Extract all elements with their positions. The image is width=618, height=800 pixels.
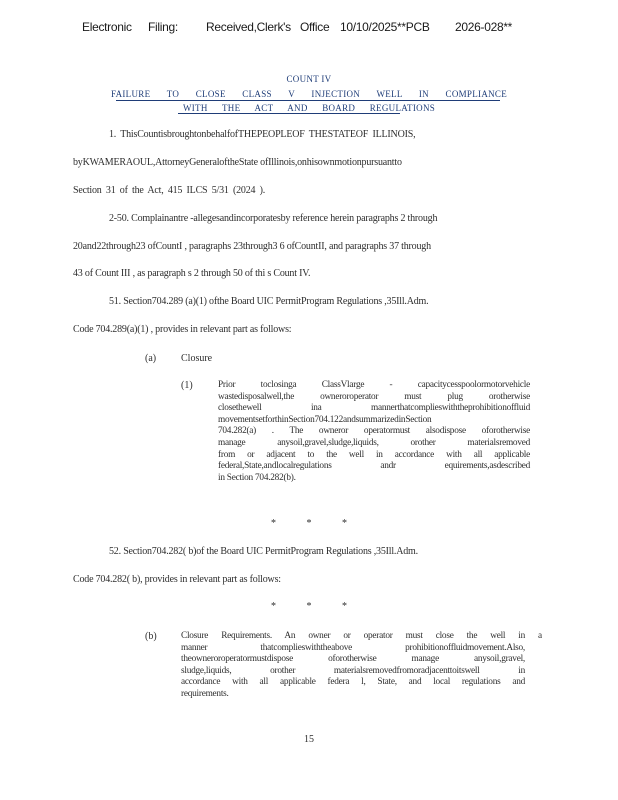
paragraph-2-line-2: 20and22through23 ofCountI , paragraphs 23through3 6 ofCountII, and paragraphs 37 through [73,241,431,252]
quote-2-line: accordance with all applicable federa l, State, and local regulations and [181,677,525,688]
ellipsis-stars-1: * * * [271,518,347,529]
title-underline [116,100,500,101]
header-received: Received,Clerk's [206,20,291,34]
quote-1-line: in Section 704.282(b). [218,472,296,483]
quote-1-line: from or adjacent to the well in accordance with all applicable [218,449,530,460]
quote-2-line: manner thatcomplieswiththeabove prohibitionoffluidmovement.Also, [181,642,525,653]
quote-2-line: Closure Requirements. An owner or operator must close the well in [181,631,525,641]
quote-label-b: (b) [145,631,157,642]
quote-1-text [218,380,530,484]
quote-2-line: sludge,liquids, orother materialsremovedfromoradjacenttoitswell in [181,665,525,676]
quote-1-line: 704.282(a) . The owneror operatormust alsodispose oforotherwise [218,426,530,437]
quote-1-line: Prior toclosinga ClassVlarge - capacitycesspoolormotorvehicle [218,380,530,390]
quote-2-line: requirements. [181,688,229,699]
paragraph-2-line-1: 2-50. Complainantre -allegesandincorporatesby reference herein paragraphs 2 through [109,213,438,224]
paragraph-1-line-3: Section 31 of the Act, 415 ILCS 5/31 (2024 ). [73,185,266,196]
quote-1-line: federal,State,andlocalregulations andr equirements,asdescribed [218,461,530,472]
paragraph-1-line-2: byKWAMERAOUL,AttorneyGeneraloftheState ofIllinois,onhisownmotionpursuantto [73,157,402,168]
paragraph-52-line-2: Code 704.282( b), provides in relevant part as follows: [73,574,281,585]
count-title-line1: COUNT IV [286,74,332,84]
header-filing: Filing: [148,20,178,34]
title-underline-2 [178,113,400,114]
paragraph-51-line-2: Code 704.289(a)(1) , provides in relevant part as follows: [73,324,292,335]
ellipsis-stars-2: * * * [271,601,347,612]
header-electronic: Electronic [82,20,132,34]
quote-2-line: theowneroroperatormustdispose oforotherwise manage anysoil,gravel, [181,654,525,665]
quote-heading-closure: Closure [181,353,213,364]
paragraph-52-line-1: 52. Section704.282( b)of the Board UIC PermitProgram Regulations ,35Ill.Adm. [109,546,418,557]
count-title-line3: WITH THE ACT AND BOARD REGULATIONS [182,103,436,113]
quote-1-line: closethewell ina mannerthatcomplieswiththeprohibitionoffluid [218,403,530,414]
count-title-line2: FAILURE TO CLOSE CLASS V INJECTION WELL IN COMPLIANCE [110,89,508,99]
quote-2-text [181,631,525,701]
quote-label-1: (1) [181,380,193,391]
header-office: Office [300,20,330,34]
paragraph-1-line-1: 1. ThisCountisbroughtonbehalfofTHEPEOPLEOF THESTATEOF ILLINOIS, [109,129,416,140]
paragraph-2-line-3: 43 of Count III , as paragraph s 2 through 50 of thi s Count IV. [73,268,311,279]
header-case-number: 2026-028** [455,20,513,34]
quote-label-a: (a) [145,353,157,364]
quote-1-line: manage anysoil,gravel,sludge,liquids, orother materialsremoved [218,437,530,448]
page-number: 15 [304,734,314,745]
header-date: 10/10/2025**PCB [340,20,430,34]
quote-2-trailing-a: a [538,631,543,641]
paragraph-51-line-1: 51. Section704.289 (a)(1) ofthe Board UIC PermitProgram Regulations ,35Ill.Adm. [109,296,429,307]
quote-1-line: wastedisposalwell,the owneroroperator must plug orotherwise [218,391,530,402]
quote-1-line: movementsetforthinSection704.122andsummarizedinSection [218,414,432,425]
